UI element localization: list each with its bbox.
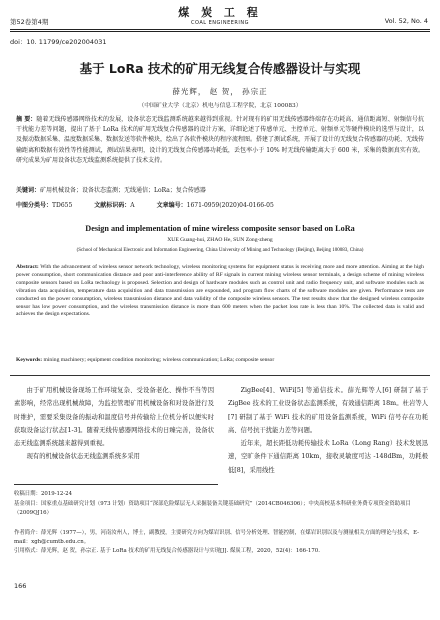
keywords-cn-text: 矿用机械设备；设备状态监测；无线通信；LoRa；复合传感器 [40, 187, 206, 194]
abstract-cn-text: 随着无线传感器网络技术的发展，设备状态无线监测系统越来越得到重视。针对现有的矿用无线传感器终端存在功耗高、通信距离短、射频信号抗干扰能力差等问题，提出了基于 LoRa 技术的矿用无线复合传感器的设计方案，详细论述了传感单元、主控单元、射频单元等硬件模块的选型与设计，以及振动数据采集、温度数据采集、数据发送等软件模块，绘出了各软件模块的程序流程图。搭建了测试系统，开展了设计的无线复合传感器的功耗、无线传输距离和数据有效性等性能测试，测试结果表明，设计的无线复合传感器功耗低，丢包率小于 10% 时无线传输距离大于 600 米，采集的数据真实有效。研究成果为矿用设备状态无线监测系统提供了技术支持。 [16, 116, 425, 164]
authors-cn: 薛光辉， 赵 贺， 孙宗正 [172, 87, 268, 96]
keywords-cn [16, 186, 424, 196]
journal-title-cn: 煤 炭 工 程 [178, 6, 262, 19]
authors-en: XUE Guang-hui, ZHAO He, SUN Zong-zheng [167, 237, 273, 243]
clc-number: 中图分类号：TD655 [16, 202, 73, 209]
body-paragraph: 现有的机械设备状态无线监测系统多采用 [26, 453, 140, 461]
body-paragraph: 由于矿用机械设备现场工作环境复杂、受设备老化、操作不当等因素影响，经常出现机械故障，为监控管理矿用机械设备和对设备进行及时维护，需要采集设备的振动和温度信号并传输给上位机分析以便实时获取设备运行状态[1-3]。随着无线传感器网络技术的日臻完善，设备状态无线监测系统越来越得到重视。 [14, 387, 214, 448]
classification-line [16, 200, 424, 209]
article-number: 文章编号：1671-0959(2020)04-0166-05 [156, 202, 274, 209]
paper-title-en: Design and implementation of mine wireless composite sensor based on LoRa [85, 224, 355, 233]
volume-label-en: Vol. 52, No. 4 [384, 17, 428, 25]
body-paragraph: 近年来，超长距低功耗传输技术 LoRa（Long Rang）技术发展迅速，空旷条件下通信距离 10km，接收灵敏度可达 -148dBm，功耗极低[8]，采用线性 [228, 440, 428, 474]
document-code: 文献标识码：A [94, 202, 135, 209]
body-column-left [14, 384, 214, 464]
header-rule-secondary [10, 31, 430, 32]
affiliation-en: (School of Mechanical Electronic and Information Engineering, China University of Mining and Technology (Beijing), Beijing 100083, China) [76, 248, 364, 253]
abstract-en-text: With the advancement of wireless sensor network technology, wireless monitoring systems for equipment status is receiving more and more attention. Aiming at the high power consumption, short communication distance and poor anti-interference ability of RF signals in current mining wireless sensor terminals, a design scheme of mining wireless composite sensors based on LoRa technology is proposed. Selection and design of hardware modules such as control unit and radio frequency unit, and software modules such as vibration data acquisition, temperature data acquisition and data transmission are expounded, and program flow charts of the software modules are given. Performance tests are conducted on the power consumption, wireless transmission distance and data validity of the composite wireless sensors. The test results show that the designed wireless composite sensor has low power consumption, and the wireless transmission distance is more than 600 meters when the packet loss rate is less than 10%. The collected data is valid and achieves the design expectations. [16, 264, 424, 318]
paper-title-cn: 基于 LoRa 技术的矿用无线复合传感器设计与实现 [79, 61, 361, 76]
footnote-author: 作者简介：薛光辉（1977—），男，河南汝州人，博士，副教授，主要研究方向为煤岩识别、信号分析处理、智能控制，在煤岩识别以及与测量相关方面的理论与技术，E-mail：xgh@cumtb.edu.cn。 [14, 530, 420, 545]
abstract-cn-label: 摘 要： [16, 116, 37, 123]
abstract-en [16, 264, 424, 319]
keywords-cn-label: 关键词： [16, 187, 41, 194]
footnote-citation: 引用格式：薛光辉，赵 贺，孙宗正. 基于 LoRa 技术的矿用无线复合传感器设计与实现[J]. 煤炭工程，2020，52(4)：166-170. [14, 548, 320, 554]
footnote-fund: 基金项目：国家重点基础研究计划（973 计划）资助项目“深部危险煤层无人采掘装备关键基础研究”（2014CB046306）；中央高校基本科研业务费专项资金资助项目（2009QJ16） [14, 501, 411, 516]
footnote-rule [14, 484, 218, 485]
journal-title-en: COAL ENGINEERING [190, 20, 249, 26]
abstract-en-label: Abstract: [16, 264, 39, 270]
section-rule [10, 375, 430, 376]
body-paragraph: ZigBee[4]、WiFi[5] 等通信技术。薛光辉等人[6] 研制了基于 ZigBee 技术的工业设备状态监测系统，有效通信距离 18m。杜岩等人[7] 研制了基于 WiFi 技术的矿用设备监测系统，WiFi 信号存在功耗高、信号抗干扰能力差等问题。 [228, 387, 428, 434]
keywords-en-text: mining machinery; equipment condition monitoring; wireless communication; LoRa; composite sensor [43, 357, 275, 363]
header-rule [10, 29, 430, 30]
page-number: 166 [14, 582, 27, 590]
footnote-received: 收稿日期：2019-12-24 [14, 491, 73, 497]
abstract-cn [16, 115, 424, 166]
keywords-en [16, 357, 424, 365]
affiliation-cn: （中国矿业大学（北京）机电与信息工程学院，北京 100083） [138, 103, 302, 109]
volume-label-cn: 第52卷第4期 [10, 18, 49, 26]
doi: doi：10. 11799/ce202004031 [10, 38, 107, 46]
body-column-right [228, 384, 428, 477]
keywords-en-label: Keywords: [16, 357, 43, 363]
